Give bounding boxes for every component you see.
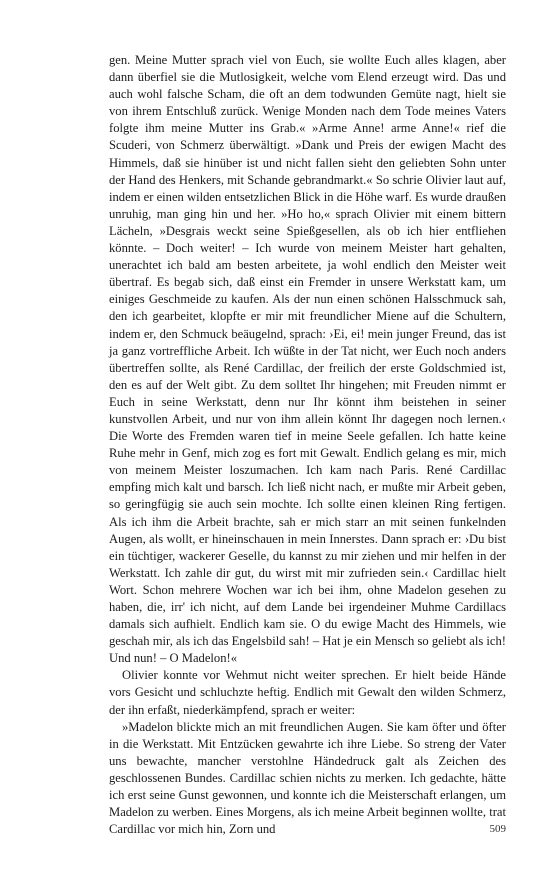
paragraph: Olivier konnte vor Wehmut nicht weiter sprechen. Er hielt beide Hände vors Gesicht und schluchzte heftig. Endlich mit Gewalt den wilden Schmerz, der ihn erfaßt, niederkämpfend, sprach er weiter:: [109, 668, 506, 717]
paragraph: gen. Meine Mutter sprach viel von Euch, sie wollte Euch alles klagen, aber dann überfiel sie die Mutlosigkeit, welche vom Elend erzeugt wird. Das und auch wohl falsche Scham, die oft an dem todwunden Gemüte nagt, hielt sie von ihrem Entschluß zurück. Wenige Monden nach dem Tode meines Vaters folgte ihm meine Mutter ins Grab.« »Arme Anne! arme Anne!« rief die Scuderi, von Schmerz überwältigt. »Dank und Preis der ewigen Macht des Himmels, daß sie hinüber ist und nicht fallen sieht den geliebten Sohn unter der Hand des Henkers, mit Schande gebrandmarkt.« So schrie Olivier laut auf, indem er einen wilden entsetzlichen Blick in die Höhe warf. Es wurde draußen unruhig, man ging hin und her. »Ho ho,« sprach Olivier mit einem bittern Lächeln, »Desgrais weckt seine Spießgesellen, als ob ich hier entfliehen könnte. – Doch weiter! – Ich wurde von meinem Meister hart gehalten, unerachtet ich bald am besten arbeitete, ja wohl endlich den Meister weit übertraf. Es begab sich, daß einst ein Fremder in unsere Werkstatt kam, um einiges Geschmeide zu kaufen. Als der nun einen schönen Halsschmuck sah, den ich gearbeitet, klopfte er mir mit freundlicher Miene auf die Schultern, indem er, den Schmuck beäugelnd, sprach: ›Ei, ei! mein junger Freund, das ist ja ganz vortreffliche Arbeit. Ich wüßte in der Tat nicht, wer Euch noch anders übertreffen sollte, als René Cardillac, der freilich der erste Goldschmied ist, den es auf der Welt gibt. Zu dem solltet Ihr hingehen; mit Freuden nimmt er Euch in seine Werkstatt, denn nur Ihr könnt ihm beistehen in seiner kunstvollen Arbeit, und nur von ihm allein könnt Ihr dagegen noch lernen.‹ Die Worte des Fremden waren tief in meine Seele gefallen. Ich hatte keine Ruhe mehr in Genf, mich zog es fort mit Gewalt. Endlich gelang es mir, mich von meinem Meister loszumachen. Ich kam nach Paris. René Cardillac empfing mich kalt und barsch. Ich ließ nicht nach, er mußte mir Arbeit geben, so geringfügig sie auch sein mochte. Ich sollte einen kleinen Ring fertigen. Als ich ihm die Arbeit brachte, sah er mich starr an mit seinen funkelnden Augen, als wollt, er hineinschauen in mein Innerstes. Dann sprach er: ›Du bist ein tüchtiger, wackerer Geselle, du kannst zu mir ziehen und mir helfen in der Werkstatt. Ich zahle dir gut, du wirst mit mir zufrieden sein.‹ Cardillac hielt Wort. Schon mehrere Wochen war ich bei ihm, ohne Madelon gesehen zu haben, die, irr' ich nicht, auf dem Lande bei irgendeiner Muhme Cardillacs damals sich aufhielt. Endlich kam sie. O du ewige Macht des Himmels, wie geschah mir, als ich das Engelsbild sah! – Hat je ein Mensch so geliebt als ich! Und nun! – O Madelon!«: [109, 53, 506, 666]
body-text: [109, 52, 506, 838]
paragraph: »Madelon blickte mich an mit freundlichen Augen. Sie kam öfter und öfter in die Werkstatt. Mit Entzücken gewahrte ich ihre Liebe. So streng der Vater uns bewachte, mancher verstohlne Händedruck galt als Zeichen des geschlossenen Bundes. Cardillac schien nichts zu merken. Ich gedachte, hätte ich erst seine Gunst gewonnen, und konnte ich die Meisterschaft erlangen, um Madelon zu werben. Eines Morgens, als ich meine Arbeit beginnen wollte, trat Cardillac vor mich hin, Zorn und: [109, 719, 506, 837]
page-number: 509: [489, 823, 506, 835]
